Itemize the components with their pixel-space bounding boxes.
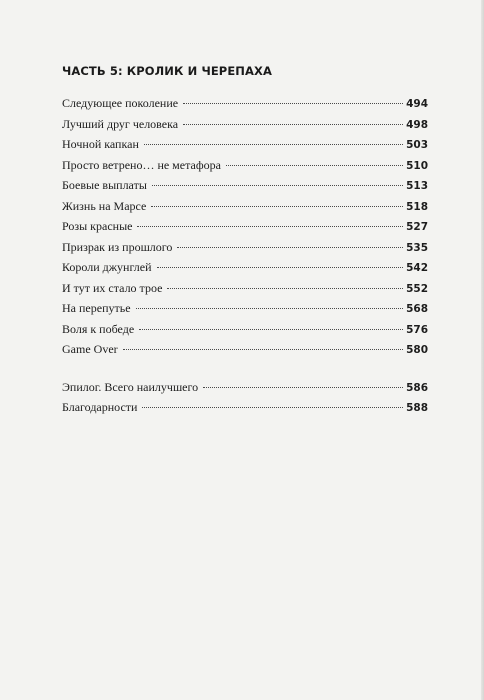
table-of-contents	[62, 62, 428, 418]
toc-entry	[62, 339, 428, 360]
dot-leader	[139, 329, 403, 330]
entry-title: Следующее поколение	[62, 96, 179, 110]
toc-entry	[62, 237, 428, 258]
entry-page-number: 588	[406, 402, 428, 414]
entry-title: Ночной капкан	[62, 137, 139, 151]
entry-title: Благодарности	[62, 400, 138, 414]
entry-page-number: 513	[406, 180, 428, 192]
dot-leader	[183, 124, 403, 125]
entry-page-number: 542	[406, 262, 428, 274]
dot-leader	[167, 288, 403, 289]
section-spacer	[62, 360, 428, 377]
entry-title: На перепутье	[62, 301, 131, 315]
toc-entry	[62, 377, 428, 398]
dot-leader	[142, 407, 403, 408]
toc-entry	[62, 319, 428, 340]
entry-page-number: 552	[406, 282, 428, 295]
entry-title: И тут их стало трое	[62, 280, 163, 295]
entry-page-number: 518	[406, 200, 428, 213]
toc-entry	[62, 114, 428, 135]
dot-leader	[123, 349, 403, 350]
entry-title: Просто ветрено… не метафора	[62, 157, 221, 172]
dot-leader	[152, 185, 403, 186]
entry-title: Жизнь на Марсе	[62, 198, 147, 213]
part-title: ЧАСТЬ 5: КРОЛИК И ЧЕРЕПАХА	[62, 64, 272, 78]
dot-leader	[137, 226, 403, 227]
dot-leader	[144, 144, 403, 145]
dot-leader	[151, 206, 403, 207]
entry-title: Эпилог. Всего наилучшего	[62, 379, 199, 394]
toc-entry	[62, 278, 428, 299]
dot-leader	[177, 247, 403, 248]
toc-entry	[62, 155, 428, 176]
entry-title: Призрак из прошлого	[62, 239, 173, 254]
entry-page-number: 568	[406, 303, 428, 315]
toc-entry	[62, 216, 428, 237]
entry-title: Короли джунглей	[62, 260, 152, 274]
entry-page-number: 527	[406, 221, 428, 233]
entry-page-number: 503	[406, 139, 428, 151]
entry-page-number: 586	[406, 381, 428, 394]
entry-page-number: 510	[406, 159, 428, 172]
dot-leader	[157, 267, 403, 268]
entry-title: Воля к победе	[62, 321, 135, 336]
dot-leader	[203, 387, 403, 388]
entry-page-number: 580	[406, 344, 428, 356]
toc-entry	[62, 257, 428, 278]
entry-page-number: 494	[406, 98, 428, 110]
entry-title: Game Over	[62, 342, 118, 356]
entry-page-number: 576	[406, 323, 428, 336]
toc-entry	[62, 93, 428, 114]
dot-leader	[226, 165, 403, 166]
toc-entry	[62, 175, 428, 196]
dot-leader	[183, 103, 403, 104]
toc-entry	[62, 134, 428, 155]
dot-leader	[136, 308, 403, 309]
entry-title: Боевые выплаты	[62, 178, 147, 192]
entry-page-number: 498	[406, 118, 428, 131]
toc-entry	[62, 196, 428, 217]
entry-page-number: 535	[406, 241, 428, 254]
entry-title: Розы красные	[62, 219, 133, 233]
entry-title: Лучший друг человека	[62, 116, 179, 131]
toc-entry	[62, 298, 428, 319]
toc-entry	[62, 397, 428, 418]
